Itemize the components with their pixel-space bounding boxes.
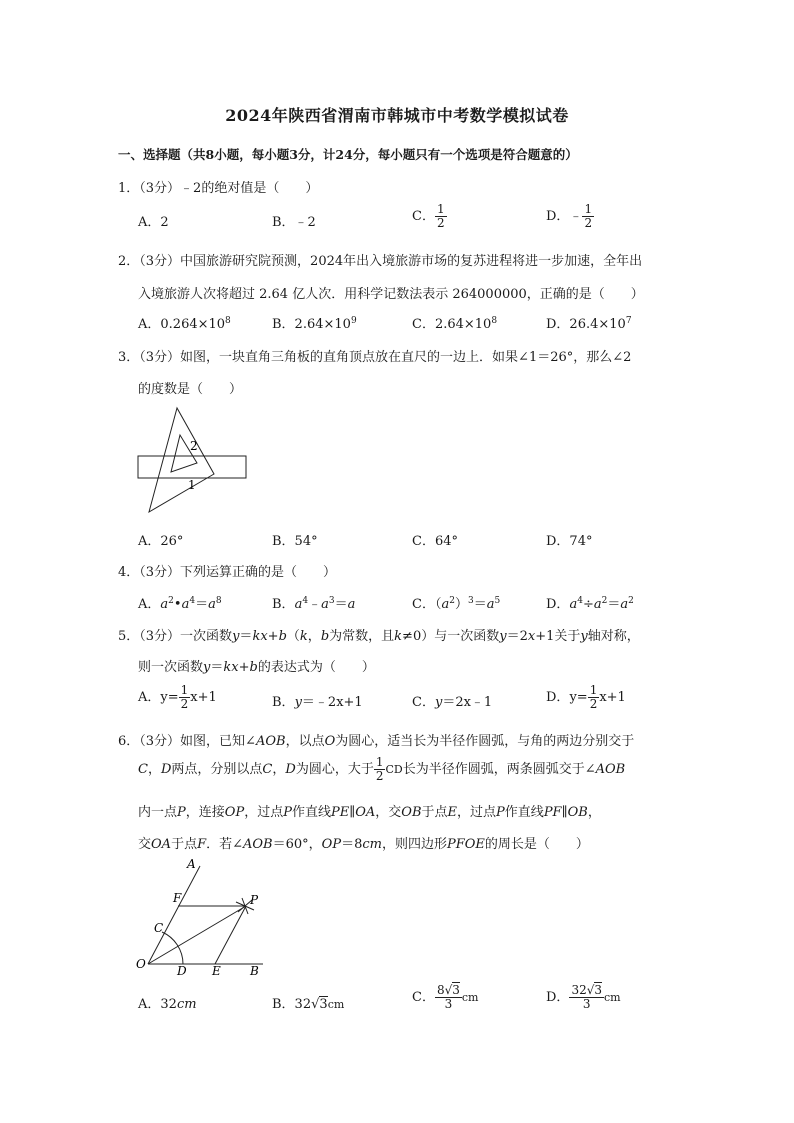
fraction: $\frac{1}{2}$ — [375, 755, 384, 784]
ruler — [138, 456, 246, 478]
option-d: D．$a^4\div a^2=a^2$ — [546, 596, 634, 612]
option-a: A．$a^2•a^4=a^8$ — [138, 596, 222, 612]
option-a: A．26° — [138, 534, 184, 549]
fraction: $\frac{32√3}{3}$ — [571, 983, 603, 1012]
question-text: （3分）如图，一块直角三角板的直角顶点放在直尺的一边上．如果∠1＝26°，那么∠2 — [139, 350, 632, 365]
fraction: $\frac{1}{2}$ — [589, 683, 598, 712]
question-5: 5．（3分）一次函数y＝kx+b（k，b为常数，且k≠0）与一次函数y＝2x+1关于y轴对称， — [118, 629, 640, 644]
label-F: F — [173, 891, 182, 905]
label-O: O — [136, 957, 146, 971]
page-title: 2024年陕西省渭南市韩城市中考数学模拟试卷 — [225, 106, 569, 125]
segment-OP — [148, 906, 246, 964]
question-number: 6． — [118, 734, 140, 749]
fraction: $\frac{1}{2}$ — [436, 202, 445, 231]
option-a: A．32cm — [138, 997, 197, 1012]
ray-OA — [148, 866, 200, 964]
angle-construction-figure — [130, 852, 275, 982]
option-d: D．y= $\frac{1}{2}$ x+1 — [546, 683, 626, 712]
option-b: B．32√3cm — [272, 997, 345, 1012]
question-6: 6．（3分）如图，已知∠AOB，以点O为圆心，适当长为半径作圆弧，与角的两边分别交于 — [118, 734, 635, 749]
question-3-line2: 的度数是（ ） — [138, 382, 243, 397]
option-b: B．$a^4﹣a^3=a$ — [272, 596, 356, 612]
arc-CD — [162, 932, 183, 964]
option-a: A．y= $\frac{1}{2}$ x+1 — [138, 683, 217, 712]
fraction: $\frac{1}{2}$ — [584, 202, 593, 231]
label-D: D — [177, 964, 187, 978]
question-number: 4． — [118, 565, 140, 580]
label-B: B — [250, 964, 259, 978]
question-1 — [118, 177, 318, 196]
question-text: （3分）中国旅游研究院预测，2024年出入境旅游市场的复苏进程将进一步加速，全年出 — [139, 254, 643, 269]
option-b: B．y＝﹣2x+1 — [272, 695, 363, 710]
question-3 — [118, 346, 631, 365]
angle-1-label: 1 — [188, 478, 196, 492]
option-b: B．$2.64\times 10^9$ — [272, 316, 357, 332]
option-c: C． $\frac{1}{2}$ — [412, 202, 445, 231]
option-d: D． $\frac{32√3}{3}$ cm — [546, 983, 621, 1012]
label-C: C — [154, 921, 164, 935]
question-number: 3． — [118, 350, 140, 365]
question-6-line3: 内一点P，连接OP，过点P作直线PE∥OA，交OB于点E，过点P作直线PF∥OB， — [138, 805, 601, 820]
fraction: $\frac{1}{2}$ — [180, 683, 189, 712]
option-c: C．y＝2x﹣1 — [412, 695, 493, 710]
question-text: （3分）﹣2的绝对值是（ ） — [139, 181, 319, 196]
question-number: 5． — [118, 629, 140, 644]
question-2 — [118, 250, 642, 269]
option-a: A．$0.264\times 10^8$ — [138, 316, 231, 332]
question-2-line2: 入境旅游人次将超过 2.64 亿人次．用科学记数法表示 264000000，正确的是（ ） — [138, 287, 644, 302]
option-b: B．54° — [272, 534, 318, 549]
question-text: （3分）下列运算正确的是（ ） — [139, 565, 337, 580]
option-c: C． $\frac{8√3}{3}$ cm — [412, 983, 479, 1012]
angle-2-label: 2 — [190, 439, 198, 453]
option-c: C．64° — [412, 534, 458, 549]
option-d: D．74° — [546, 534, 593, 549]
option-c: C．$(a^2)^3=a^5$ — [412, 596, 501, 612]
option-d: D．$26.4\times 10^7$ — [546, 316, 632, 332]
section-heading: 一、选择题（共8小题，每小题3分，计24分，每小题只有一个选项是符合题意的） — [118, 147, 578, 162]
option-c: C．$2.64\times 10^8$ — [412, 316, 498, 332]
question-number: 2． — [118, 254, 140, 269]
option-d: D．﹣ $\frac{1}{2}$ — [546, 202, 593, 231]
outer-triangle — [149, 408, 214, 512]
question-6-line2: C，D两点，分别以点C，D为圆心，大于 $\frac{1}{2}$ CD长为半径作圆弧，两条圆弧交于∠AOB — [138, 755, 626, 784]
option-b: B．﹣2 — [272, 215, 316, 230]
fraction: $\frac{8√3}{3}$ — [436, 983, 460, 1012]
ruler-triangle-figure — [130, 400, 260, 520]
question-5-line2: 则一次函数y＝kx+b的表达式为（ ） — [138, 660, 375, 675]
label-A: A — [187, 857, 196, 871]
option-a: A．2 — [138, 215, 169, 230]
question-4 — [118, 561, 336, 580]
question-number: 1． — [118, 181, 140, 196]
label-P: P — [250, 893, 259, 907]
question-6-line4: 交OA于点F．若∠AOB＝60°，OP＝8cm，则四边形PFOE的周长是（ ） — [138, 837, 589, 852]
label-E: E — [212, 964, 221, 978]
